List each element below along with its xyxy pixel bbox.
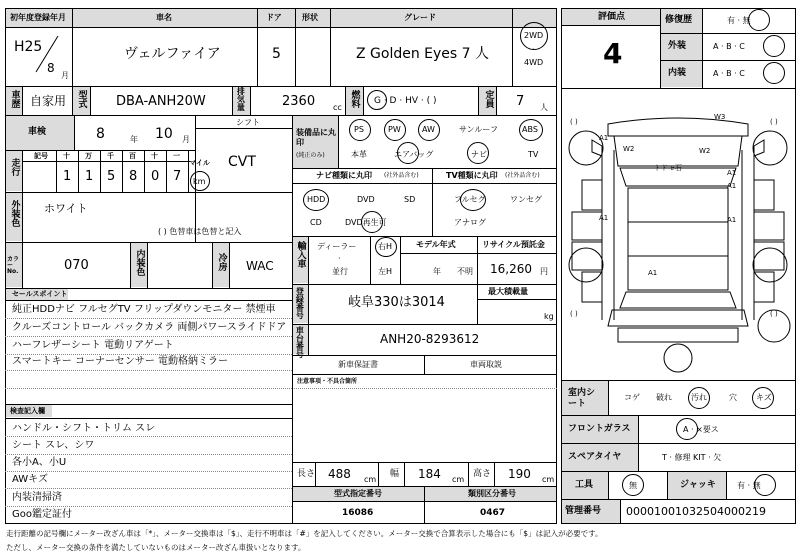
score-label: 評価点: [598, 12, 626, 22]
fuel-options: G · D · HV · ( ): [374, 96, 437, 106]
height: 190: [508, 467, 531, 481]
door-label: ドア: [266, 13, 282, 22]
model: DBA-ANH20W: [116, 94, 206, 109]
history-none-circle: [748, 9, 770, 31]
eq-pw: PW: [388, 125, 401, 134]
unit-2: 千: [107, 152, 114, 160]
seat-item-0: コゲ: [624, 393, 640, 402]
jack-none-circle: [754, 474, 776, 496]
sales-line-2: ハーフレザーシート 電動リアゲート: [12, 340, 174, 351]
cc-unit: cc: [333, 103, 342, 112]
eq-aw: AW: [422, 125, 435, 134]
fuel-label: 燃料: [349, 90, 360, 108]
import-dot: ·: [338, 254, 341, 263]
digit-0: 1: [63, 169, 72, 184]
inspector-line-1: シート スレ、シワ: [12, 440, 95, 451]
mgmt-label: 管理番号: [565, 506, 602, 516]
inspection-month: 10: [155, 126, 173, 142]
tv-analog: アナログ: [454, 218, 486, 227]
import-label: 輸入車: [295, 241, 306, 268]
navi-sublabel: (社外品含む): [384, 172, 419, 179]
inspection-year: 8: [96, 126, 105, 142]
ac-value: WAC: [246, 259, 274, 273]
exterior-options: A · B · C: [713, 42, 745, 51]
color-no: 070: [64, 258, 89, 273]
svg-text:( ): ( ): [570, 118, 578, 126]
shift: CVT: [228, 154, 256, 170]
tool-label: 工具: [575, 480, 594, 490]
drive-2wd: 2WD: [524, 31, 544, 40]
eq-abs: ABS: [522, 125, 538, 134]
import-dealer: ディーラー: [317, 242, 357, 251]
seat-item-1: 破れ: [656, 393, 672, 402]
month-unit: 月: [61, 71, 69, 80]
mile-label: マイル: [189, 159, 210, 167]
dmg-a1-bottom: A1: [648, 269, 658, 277]
history-options: 有 · 無: [727, 16, 751, 25]
tool-value: 無: [629, 481, 637, 490]
mgmt-value: 00001001032504000219: [626, 505, 766, 518]
svg-text:( ): ( ): [770, 118, 778, 126]
inspection-year-unit: 年: [130, 135, 138, 144]
score: 4: [603, 37, 623, 70]
sales-line-1: クルーズコントロール バックカメラ 両側パワースライドドア: [12, 322, 287, 333]
height-label: 高さ: [473, 469, 492, 479]
dmg-a1-right-bottom: A1: [727, 216, 737, 224]
width: 184: [418, 467, 441, 481]
class-number-value: 0467: [480, 508, 506, 518]
seat-item-4: キズ: [756, 393, 772, 402]
dmg-a1-right2: A1: [727, 182, 737, 190]
shape-label: 形状: [302, 13, 318, 22]
displacement: 2360: [282, 94, 316, 109]
kubun-label: 車歴: [9, 90, 20, 108]
class-number-label: 類別区分番号: [468, 489, 516, 498]
max-load-label: 最大積載量: [488, 287, 528, 296]
import-right-h: 右H: [378, 242, 393, 251]
dmg-w2-left: W2: [623, 145, 635, 153]
dmg-tokoro: トドモ石: [654, 164, 682, 172]
navi-cd: CD: [310, 218, 322, 227]
mileage-record-label: 記号: [34, 152, 48, 160]
recycle-label: リサイクル預託金: [482, 240, 545, 249]
seat-item-2: 汚れ: [691, 393, 707, 402]
width-unit: cm: [452, 475, 465, 484]
model-year-label: モデル年式: [416, 240, 456, 249]
eq-navi: ナビ: [471, 150, 487, 159]
equipment-label: 装備品に丸印: [296, 128, 336, 148]
import-left-h: 左H: [378, 267, 393, 276]
length: 488: [328, 467, 351, 481]
dmg-w3: W3: [714, 113, 726, 121]
exterior-c-circle: [763, 35, 785, 57]
disp-label: 排気量: [236, 87, 246, 111]
car-damage-diagram: [562, 90, 795, 380]
interior-label: 内装: [668, 68, 687, 78]
type-number-label: 型式指定番号: [334, 489, 382, 498]
spare-label: スペアタイヤ: [568, 452, 622, 462]
inspection-month-unit: 月: [182, 135, 190, 144]
unit-5: 一: [173, 152, 180, 160]
eq-tv: TV: [528, 150, 539, 159]
warranty-new-car: 新車保証書: [338, 360, 378, 369]
digit-1: 1: [85, 169, 94, 184]
chassis-label: 車台番号: [295, 326, 305, 358]
warranty-manual: 車両取説: [470, 360, 502, 369]
inspector-line-2: 各小A、小U: [12, 457, 67, 468]
seat-item-3: 穴: [729, 393, 737, 402]
glass-items: A · ×要ス: [683, 425, 719, 434]
unit-0: 十: [63, 152, 70, 160]
unit-1: 万: [85, 152, 92, 160]
model-label: 型式: [76, 90, 87, 108]
eq-leather: 本革: [351, 150, 367, 159]
navi-sd: SD: [404, 195, 416, 204]
chassis-value: ANH20-8293612: [380, 332, 480, 346]
tv-fullseg: フルセグ: [454, 195, 486, 204]
tv-type-label: TV種類に丸印: [446, 171, 498, 180]
type-number-value: 16086: [342, 508, 374, 518]
dmg-w2-right: W2: [699, 147, 711, 155]
recycle-value: 16,260: [490, 262, 532, 276]
mileage-label: 走行: [9, 158, 20, 176]
unit-3: 百: [129, 152, 136, 160]
kubun: 自家用: [30, 94, 67, 108]
equipment-sublabel: (純正のみ): [296, 152, 325, 159]
capacity: 7: [516, 94, 525, 109]
model-year-unknown: 不明: [457, 267, 473, 276]
inspector-line-3: AWキズ: [12, 474, 48, 485]
capacity-unit: 人: [540, 103, 548, 112]
fuel-g-circle: [367, 90, 387, 110]
footer-line-1: 走行距離の記号欄にメーター改ざん車は「*」、メーター交換車は「$」、走行不明車は「#」を記入してください。メーター交換で合算表示した場合にも「$」は記入が必要です。: [6, 529, 603, 538]
inspection-label: 車検: [28, 127, 47, 137]
navi-dvd: DVD: [357, 195, 375, 204]
inspector-line-4: 内装清掃済: [12, 492, 62, 503]
jack-value: 有 · 無: [737, 481, 761, 490]
dmg-a1-right: A1: [727, 169, 737, 177]
color-no-label: カラーNo.: [7, 256, 20, 275]
car-name: ヴェルファイア: [124, 46, 221, 62]
navi-hdd: HDD: [307, 195, 326, 204]
height-unit: cm: [542, 475, 555, 484]
inspector-line-5: Goo鑑定証付: [12, 509, 72, 520]
inspector-line-0: ハンドル・シフト・トリム スレ: [12, 423, 156, 434]
kg-unit: kg: [544, 312, 554, 321]
interior-color-label: 内装色: [134, 249, 145, 276]
registration-value: 岐阜330は3014: [348, 295, 445, 310]
tv-oneseg: ワンセグ: [510, 195, 542, 204]
tv-type-sublabel: (社外品含む): [505, 172, 540, 179]
interior-options: A · B · C: [713, 69, 745, 78]
ac-label: 冷房: [216, 253, 227, 271]
length-unit: cm: [364, 475, 377, 484]
notes-label: 注意事項・不具合箇所: [297, 378, 358, 385]
grade: Z Golden Eyes 7 人: [356, 46, 490, 62]
navi-dvdplay: DVD再生可: [345, 218, 387, 227]
model-year-unit: 年: [433, 267, 441, 276]
length-label: 長さ: [297, 469, 316, 479]
jack-label: ジャッキ: [680, 480, 716, 490]
sales-line-3: スマートキー コーナーセンサー 電動格納ミラー: [12, 356, 228, 367]
doors: 5: [272, 46, 281, 62]
dmg-a1-left-top: A1: [599, 134, 609, 142]
svg-text:( ): ( ): [570, 310, 578, 318]
dmg-a1-left-bottom: A1: [599, 214, 609, 222]
import-parallel: 並行: [332, 267, 348, 276]
car-name-label: 車名: [156, 13, 172, 22]
unit-4: 十: [151, 152, 158, 160]
eq-airbag: エアバッグ: [394, 150, 434, 159]
drive-4wd: 4WD: [524, 58, 544, 67]
km-label: km: [193, 177, 206, 186]
inspector-label: 検査記入欄: [10, 407, 45, 415]
svg-text:( ): ( ): [770, 310, 778, 318]
sales-line-0: 純正HDDナビ フルセグTV フリップダウンモニター 禁煙車: [12, 304, 276, 315]
digit-2: 5: [107, 169, 116, 184]
spare-items: T · 修理 KIT · 欠: [662, 453, 722, 462]
eq-ps: PS: [354, 125, 364, 134]
first-reg-year: H25: [14, 39, 43, 55]
first-reg-label: 初年度登録年月: [10, 13, 66, 22]
digit-3: 8: [129, 169, 138, 184]
color-label: 外装色: [9, 200, 20, 227]
digit-5: 7: [173, 169, 182, 184]
first-reg-month: 8: [47, 61, 55, 75]
shift-label: シフト: [236, 118, 260, 127]
footer-line-2: ただし、メーター交換の条件を満たしていないものはメーター改ざん車扱いとなります。: [6, 543, 306, 552]
registration-label: 登録番号: [295, 287, 305, 319]
grade-label: グレード: [404, 13, 436, 22]
eq-sunroof: サンルーフ: [459, 125, 498, 134]
color-value: ホワイト: [44, 202, 88, 215]
exterior-label: 外装: [668, 41, 687, 51]
recycle-unit: 円: [540, 267, 548, 276]
seat-label: 室内シート: [568, 388, 596, 409]
color-note: ( ) 色替車は色替と記入: [158, 227, 242, 236]
width-label: 幅: [390, 469, 400, 479]
glass-label: フロントガラス: [568, 424, 631, 434]
capacity-label: 定員: [483, 90, 494, 108]
history-label: 修復歴: [665, 15, 693, 25]
navi-label: ナビ種類に丸印: [316, 171, 372, 180]
sales-points-label: セールスポイント: [12, 290, 68, 298]
digit-4: 0: [151, 169, 160, 184]
interior-c-circle: [763, 62, 785, 84]
drive-dot: ·: [532, 45, 535, 54]
